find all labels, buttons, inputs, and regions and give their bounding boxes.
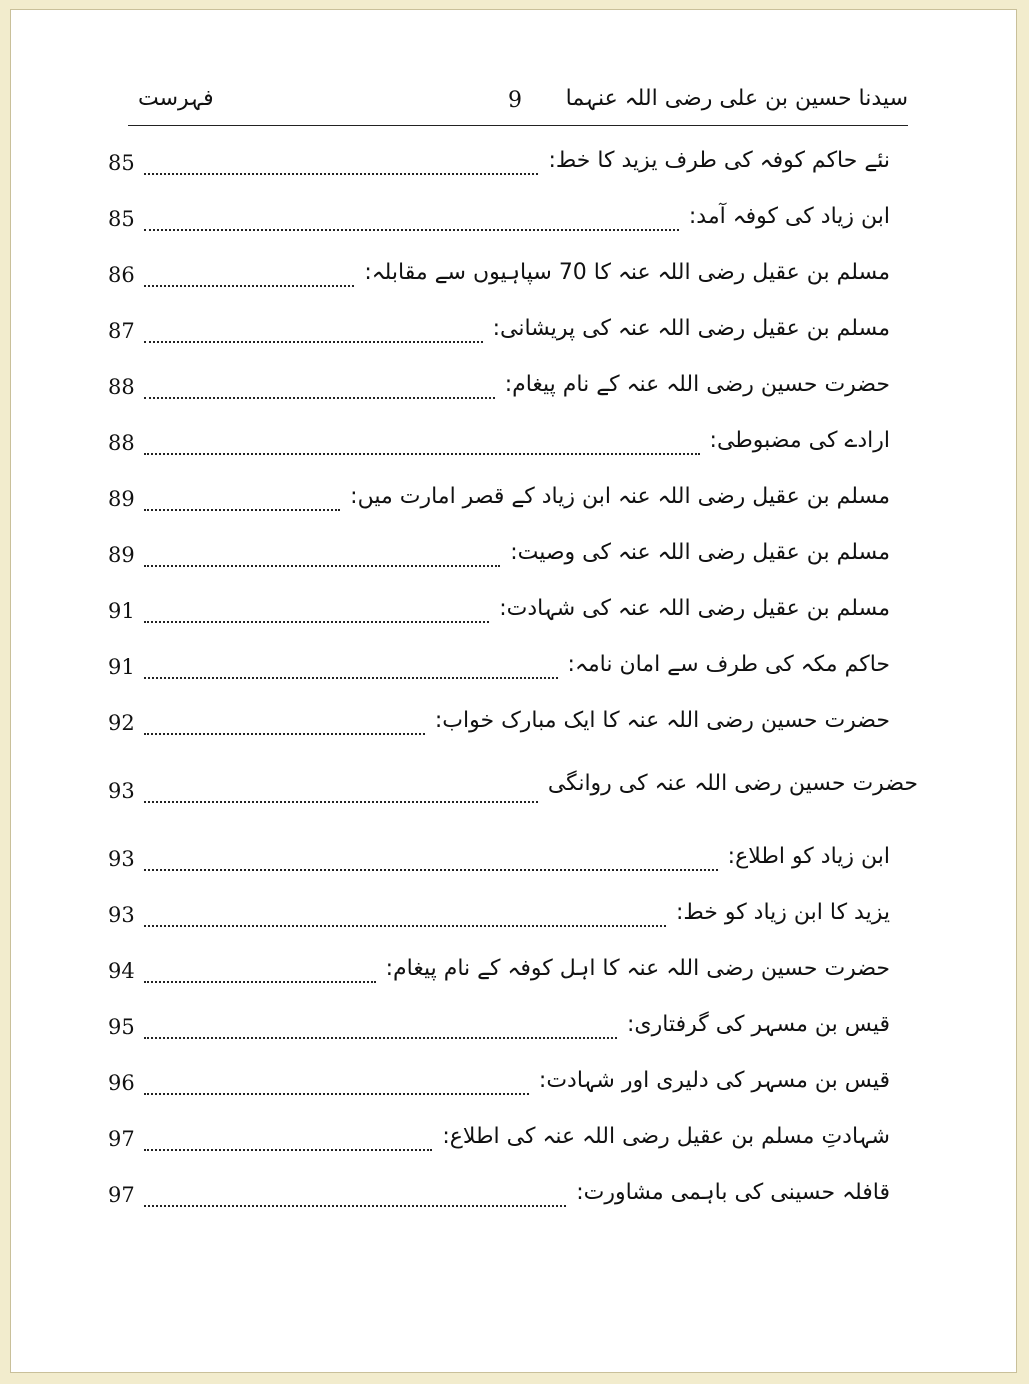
- dot-leader: [144, 395, 495, 399]
- toc-page-number: 94: [108, 959, 135, 983]
- toc-page-number: 85: [108, 207, 135, 231]
- dot-leader: [144, 1035, 617, 1039]
- dot-leader: [144, 171, 538, 175]
- toc-entry: [108, 583, 890, 639]
- toc-title: قیس بن مسہر کی دلیری اور شہادت:: [538, 1068, 890, 1093]
- dot-leader: [144, 1091, 529, 1095]
- toc-page-number: 93: [108, 779, 135, 803]
- dot-leader: [144, 227, 679, 231]
- toc-title: ارادے کی مضبوطی:: [709, 428, 890, 453]
- toc-title: مسلم بن عقیل رضی اللہ عنہ کی شہادت:: [499, 596, 890, 621]
- toc-title: حاکم مکہ کی طرف سے امان نامہ:: [567, 652, 890, 677]
- toc-page-number: 91: [108, 655, 135, 679]
- toc-entry: [108, 751, 918, 831]
- toc-entry: [108, 887, 890, 943]
- toc-page-number: 89: [108, 487, 135, 511]
- dot-leader: [144, 979, 376, 983]
- toc-entry: [108, 471, 890, 527]
- dot-leader: [144, 799, 538, 803]
- dot-leader: [144, 1147, 432, 1151]
- dot-leader: [144, 923, 666, 927]
- toc-title: مسلم بن عقیل رضی اللہ عنہ کا 70 سپاہیوں سے مقابلہ:: [364, 260, 890, 285]
- toc-entry: [108, 359, 890, 415]
- toc-page-number: 85: [108, 151, 135, 175]
- table-of-contents: [108, 135, 918, 1223]
- dot-leader: [144, 283, 354, 287]
- toc-title: حضرت حسین رضی اللہ عنہ کے نام پیغام:: [504, 372, 890, 397]
- toc-entry: [108, 1055, 890, 1111]
- toc-entry: [108, 415, 890, 471]
- toc-page-number: 95: [108, 1015, 135, 1039]
- toc-page-number: 93: [108, 847, 135, 871]
- toc-entry: [108, 303, 890, 359]
- toc-entry: [108, 695, 890, 751]
- toc-page-number: 97: [108, 1183, 135, 1207]
- toc-page-number: 88: [108, 375, 135, 399]
- dot-leader: [144, 451, 700, 455]
- toc-entry: [108, 999, 890, 1055]
- toc-entry: [108, 639, 890, 695]
- toc-page-number: 93: [108, 903, 135, 927]
- toc-title: حضرت حسین رضی اللہ عنہ کا ایک مبارک خواب:: [434, 708, 890, 733]
- dot-leader: [144, 1203, 566, 1207]
- toc-title: مسلم بن عقیل رضی اللہ عنہ کی پریشانی:: [492, 316, 890, 341]
- toc-title: حضرت حسین رضی اللہ عنہ کا اہل کوفہ کے نام پیغام:: [385, 956, 890, 981]
- toc-title: مسلم بن عقیل رضی اللہ عنہ ابن زیاد کے قصر امارت میں:: [350, 484, 890, 509]
- toc-entry: [108, 527, 890, 583]
- toc-title: مسلم بن عقیل رضی اللہ عنہ کی وصیت:: [510, 540, 890, 565]
- toc-page-number: 86: [108, 263, 135, 287]
- running-header: [128, 82, 908, 126]
- toc-title: ابن زیاد کی کوفہ آمد:: [688, 204, 890, 229]
- toc-entry: [108, 247, 890, 303]
- toc-title: حضرت حسین رضی اللہ عنہ کی روانگی: [547, 771, 918, 796]
- toc-page-number: 88: [108, 431, 135, 455]
- toc-title: یزید کا ابن زیاد کو خط:: [675, 900, 890, 925]
- section-label: فہرست: [138, 86, 214, 111]
- toc-page-number: 89: [108, 543, 135, 567]
- dot-leader: [144, 619, 489, 623]
- toc-title: نئے حاکم کوفہ کی طرف یزید کا خط:: [548, 148, 890, 173]
- toc-title: شہادتِ مسلم بن عقیل رضی اللہ عنہ کی اطلاع:: [442, 1124, 890, 1149]
- toc-page-number: 87: [108, 319, 135, 343]
- toc-entry: [108, 135, 890, 191]
- dot-leader: [144, 507, 340, 511]
- toc-page-number: 97: [108, 1127, 135, 1151]
- toc-entry: [108, 943, 890, 999]
- dot-leader: [144, 675, 558, 679]
- dot-leader: [144, 867, 718, 871]
- toc-page-number: 91: [108, 599, 135, 623]
- toc-entry: [108, 1111, 890, 1167]
- dot-leader: [144, 339, 483, 343]
- toc-entry: [108, 1167, 890, 1223]
- toc-title: قیس بن مسہر کی گرفتاری:: [626, 1012, 890, 1037]
- toc-title: قافلہ حسینی کی باہمی مشاورت:: [576, 1180, 890, 1205]
- toc-entry: [108, 191, 890, 247]
- toc-entry: [108, 831, 890, 887]
- dot-leader: [144, 731, 425, 735]
- toc-page-number: 96: [108, 1071, 135, 1095]
- book-title: سیدنا حسین بن علی رضی اللہ عنہما: [565, 86, 908, 111]
- toc-title: ابن زیاد کو اطلاع:: [727, 844, 890, 869]
- toc-page-number: 92: [108, 711, 135, 735]
- page-number: 9: [508, 88, 522, 113]
- dot-leader: [144, 563, 500, 567]
